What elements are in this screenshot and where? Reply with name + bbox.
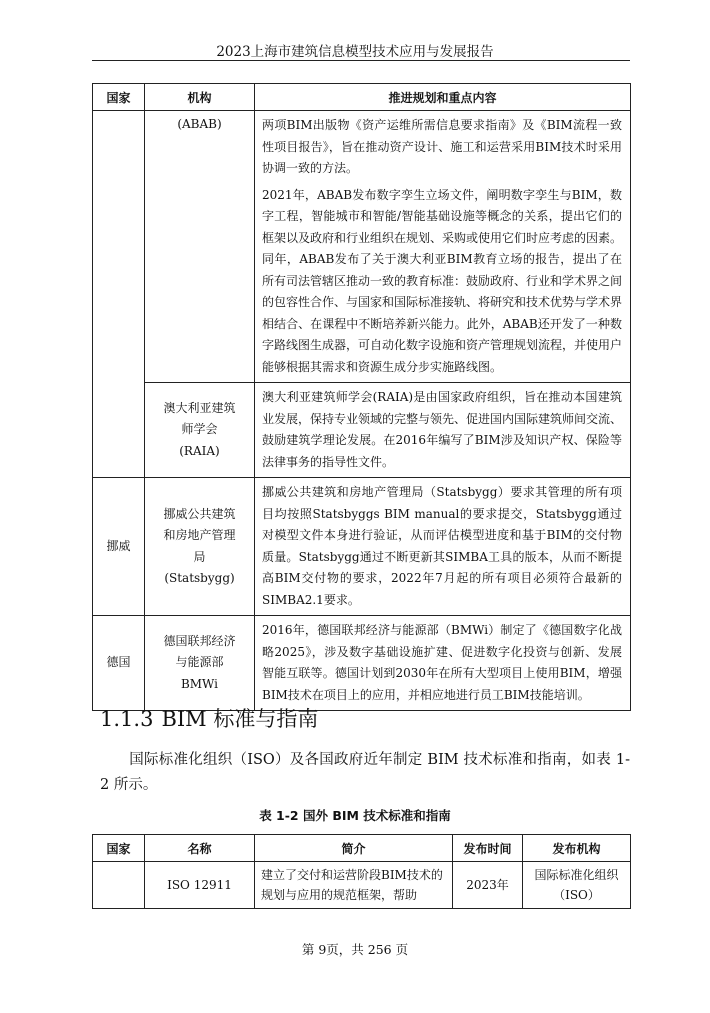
country-cell [93,862,145,909]
institution-name: 和房地产管理 [163,528,236,542]
content-cell [255,111,631,383]
institution-name: 澳大利亚建筑 [163,400,236,415]
column-header-publisher: 发布机构 [523,835,631,862]
institution-name: 师学会 [181,422,218,437]
publisher-cell: 国际标准化组织（ISO） [523,862,631,909]
table-caption: 表 1-2 国外 BIM 技术标准和指南 [259,808,451,823]
header-rule [92,60,630,61]
content-cell [255,616,631,711]
institution-name: (ABAB) [177,117,222,131]
running-header: 2023上海市建筑信息模型技术应用与发展报告 [216,44,494,60]
intro-cell: 建立了交付和运营阶段BIM技术的规划与应用的规范框架，帮助 [255,862,453,909]
country-cell [93,111,145,478]
institution-cell [145,383,255,478]
body-paragraph [100,748,630,798]
name-cell: ISO 12911 [145,862,255,909]
institution-name: (Statsbygg) [164,571,235,585]
column-header-country: 国家 [93,84,145,111]
country-cell: 德国 [93,616,145,711]
body-paragraph-text: 国际标准化组织（ISO）及各国政府近年制定 BIM 技术标准和指南，如表 1-2 所示。 [100,752,630,793]
content-paragraph: 澳大利亚建筑师学会(RAIA)是由国家政府组织，旨在推动本国建筑业发展，保持专业领域的完整与领先、促进国内国际建筑师间交流、鼓励建筑学理论发展。在2016年编写了BIM涉及知识产权、保险等法律事务的指导性文件。 [262,390,623,469]
institution-cell [145,616,255,711]
institution-cell [145,111,255,383]
column-header-intro: 简介 [255,835,453,862]
content-paragraph: 两项BIM出版物《资产运维所需信息要求指南》及《BIM流程一致性项目报告》，旨在推动资产设计、施工和运营采用BIM技术时采用协调一致的方法。 [262,118,622,175]
section-title: BIM 标准与指南 [161,707,319,731]
table-header-row [93,835,631,862]
country-cell: 挪威 [93,478,145,616]
date-cell: 2023年 [453,862,523,909]
institution-name: BMWi [180,676,219,691]
institution-table [92,83,631,711]
content-cell [255,478,631,616]
column-header-country: 国家 [93,835,145,862]
column-header-name: 名称 [145,835,255,862]
table-row [93,111,631,383]
table-row [93,862,631,909]
column-header-date: 发布时间 [453,835,523,862]
standards-table [92,834,631,909]
table-row [93,616,631,711]
content-paragraph: 2016年，德国联邦经济与能源部（BMWi）制定了《德国数字化战略2025》，涉及数字基础设施扩建、促进数字化投资与创新、发展智能互联等。德国计划到2030年在所有大型项目上使用BIM，增强BIM技术在项目上的应用，并相应地进行员工BIM技能培训。 [262,623,622,702]
content-cell [255,383,631,478]
table-row [93,478,631,616]
institution-name: (RAIA) [179,443,220,458]
section-number: 1.1.3 [100,707,154,731]
table-row [93,383,631,478]
section-heading [100,703,318,733]
institution-name: 德国联邦经济 [163,633,236,648]
column-header-institution: 机构 [145,84,255,111]
institution-cell [145,478,255,616]
page-number: 第 9页，共 256 页 [301,942,409,957]
table-header-row [93,84,631,111]
institution-name: 局 [193,549,206,564]
institution-name: 与能源部 [175,655,224,670]
content-paragraph: 挪威公共建筑和房地产管理局（Statsbygg）要求其管理的所有项目均按照Statsbyggs BIM manual的要求提交，Statsbygg通过对模型文件本身进行验证，从而评估模型进度和基于BIM的交付物质量。Statsbygg通过不断更新其SIMBA工具的版本，从而不断提高BIM交付物的要求，2022年7月起的所有项目必须符合最新的SIMBA2.1要求。 [262,485,622,607]
institution-name: 挪威公共建筑 [163,506,236,521]
column-header-content: 推进规划和重点内容 [255,84,631,111]
content-paragraph: 2021年，ABAB发布数字孪生立场文件，阐明数字孪生与BIM，数字工程，智能城市和智能/智能基础设施等概念的关系，提出它们的框架以及政府和行业组织在规划、采购或使用它们时应考虑的因素。同年，ABAB发布了关于澳大利亚BIM教育立场的报告，提出了在所有司法管辖区推动一致的教育标准：鼓励政府、行业和学术界之间的包容性合作、与国家和国际标准接轨、将研究和技术优势与学术界相结合、在课程中不断培养新兴能力。此外，ABAB还开发了一种数字路线图生成器，可自动化数字设施和资产管理规划流程，并使用户能够根据其需求和资源生成分步实施路线图。 [262,187,623,374]
